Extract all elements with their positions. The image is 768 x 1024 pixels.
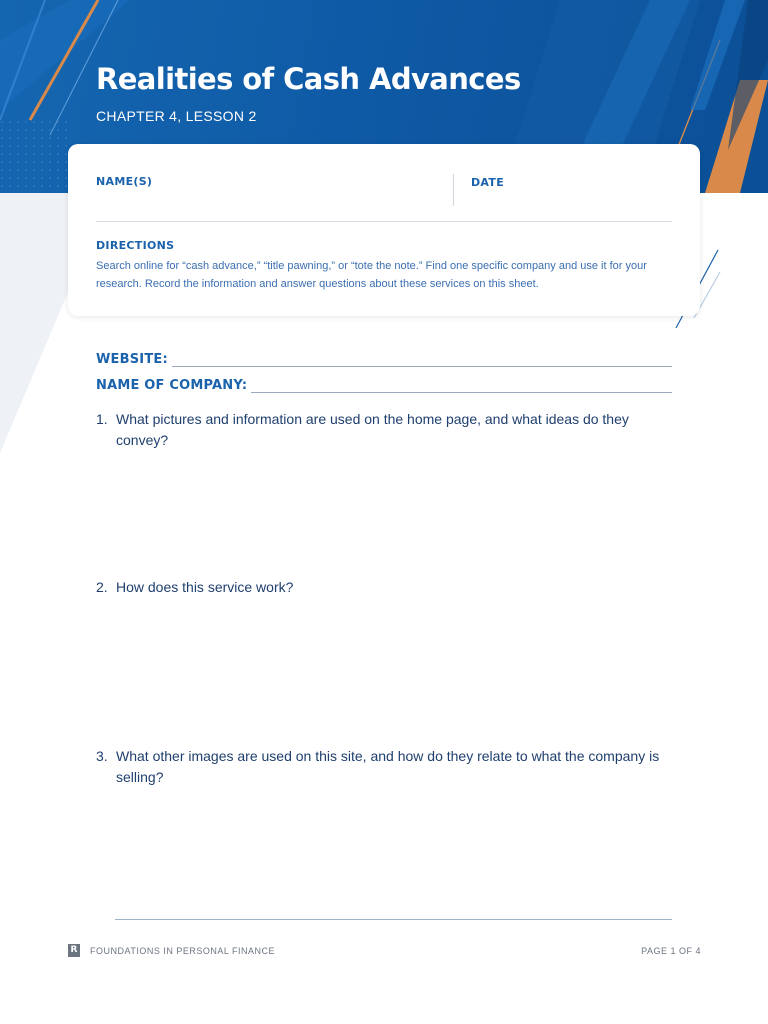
question-2 — [96, 577, 672, 598]
directions-text: Search online for “cash advance,” “title pawning,” or “tote the note.” Find one specific company and use it for your research. Record the information and answer questions about these services on this sheet. — [96, 260, 647, 290]
footer-course-name: FOUNDATIONS IN PERSONAL FINANCE — [90, 946, 276, 956]
question-number: 1. — [96, 411, 108, 427]
card-horizontal-divider — [96, 221, 672, 222]
info-card — [68, 144, 700, 316]
question-text: What pictures and information are used on the home page, and what ideas do they convey? — [116, 411, 629, 448]
footer-page-number: PAGE 1 OF 4 — [641, 946, 701, 956]
website-field[interactable] — [96, 352, 672, 367]
company-line[interactable] — [251, 380, 672, 393]
website-label: WEBSITE: — [96, 352, 168, 367]
page-title: Realities of Cash Advances — [96, 62, 521, 96]
directions-label: DIRECTIONS — [96, 239, 175, 252]
website-line[interactable] — [172, 354, 672, 367]
question-1 — [96, 409, 672, 451]
question-text: How does this service work? — [116, 579, 294, 595]
card-vertical-divider — [453, 174, 454, 206]
company-field[interactable] — [96, 378, 672, 393]
question-number: 2. — [96, 579, 108, 595]
company-label: NAME OF COMPANY: — [96, 378, 248, 393]
question-number: 3. — [96, 748, 108, 764]
question-text: What other images are used on this site, and how do they relate to what the company is selling? — [116, 748, 660, 785]
chapter-lesson: CHAPTER 4, LESSON 2 — [96, 108, 257, 124]
ramsey-logo-icon: R — [68, 944, 80, 957]
question-3 — [96, 746, 666, 788]
date-label: DATE — [471, 176, 505, 189]
footer-divider — [115, 919, 672, 920]
names-label: NAME(S) — [96, 175, 153, 188]
